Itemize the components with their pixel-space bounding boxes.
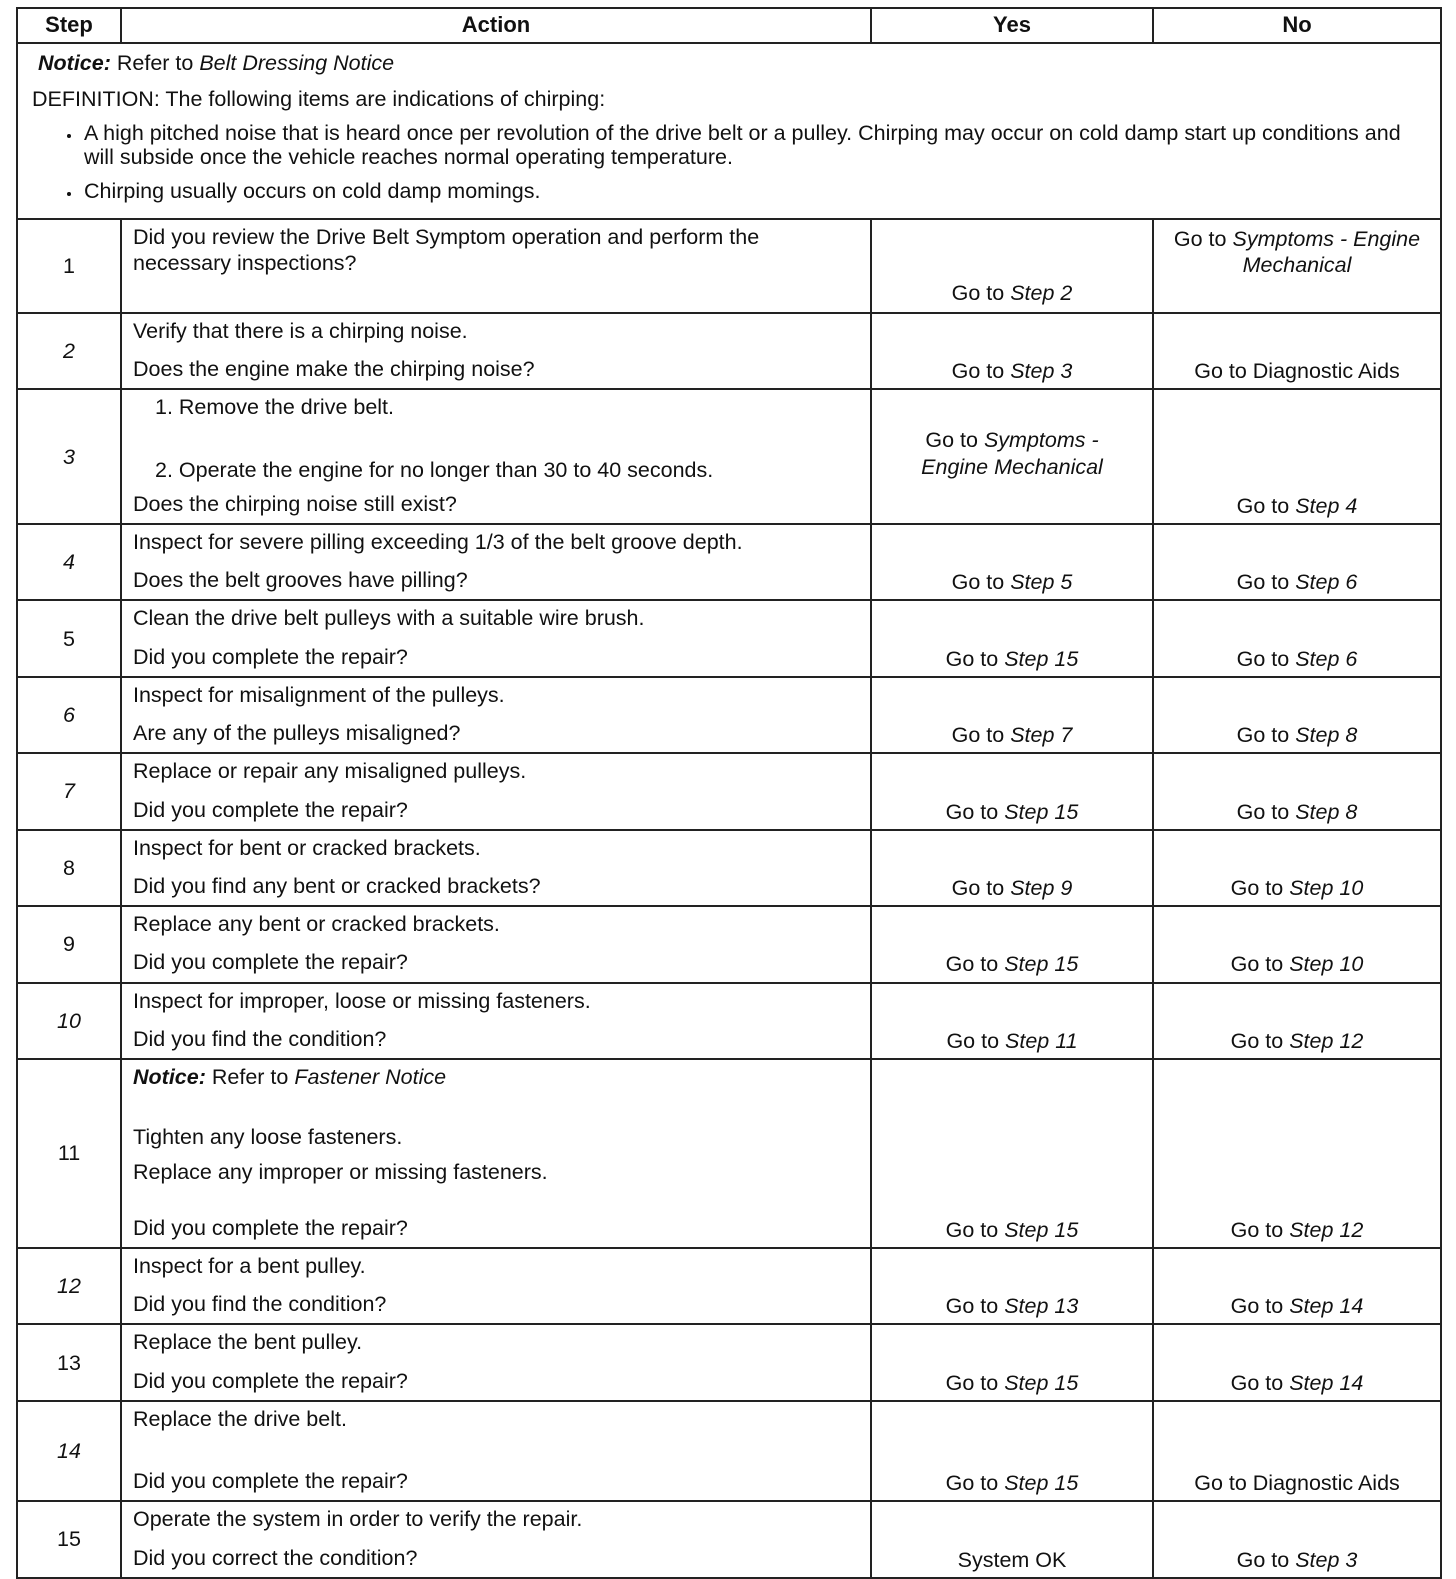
yes-cell (871, 753, 1153, 829)
table-row (17, 1501, 1441, 1577)
yes-cell (871, 313, 1153, 389)
action-line: Did you review the Drive Belt Symptom operation and perform the necessary inspections? (133, 224, 760, 276)
table-row (17, 677, 1441, 753)
notice-line (133, 1064, 860, 1090)
step-number: 3 (17, 389, 121, 524)
yes-prefix: Go to (951, 359, 1005, 384)
action-cell (121, 983, 871, 1059)
no-cell (1153, 1248, 1441, 1324)
action-line: Clean the drive belt pulleys with a suitable wire brush. (133, 606, 645, 631)
no-cell (1153, 524, 1441, 600)
header-step: Step (17, 8, 121, 43)
step-number: 4 (17, 524, 121, 600)
table-row (17, 389, 1441, 524)
table-row (17, 753, 1441, 829)
yes-ref: Step 15 (1004, 1471, 1079, 1496)
no-cell (1153, 906, 1441, 982)
no-prefix: Go to (1173, 226, 1227, 251)
no-ref: Step 8 (1295, 723, 1358, 748)
definition-line: DEFINITION: The following items are indications of chirping: (32, 87, 606, 112)
table-row (17, 1401, 1441, 1501)
no-prefix: Go to (1230, 1028, 1284, 1053)
no-prefix: Go to (1236, 799, 1290, 824)
step-number: 12 (17, 1248, 121, 1324)
action-line: Replace the drive belt. (133, 1406, 347, 1431)
no-cell (1153, 983, 1441, 1059)
table-row (17, 906, 1441, 982)
action-cell (121, 753, 871, 829)
no-text: Go to Diagnostic Aids (1194, 1471, 1400, 1496)
action-line: Inspect for improper, loose or missing fasteners. (133, 988, 591, 1013)
step-number: 14 (17, 1401, 121, 1501)
step-number: 6 (17, 677, 121, 753)
yes-ref: Step 15 (1004, 1217, 1079, 1242)
yes-ref: Step 9 (1010, 876, 1073, 900)
no-prefix: Go to (1236, 1547, 1290, 1572)
action-line: Inspect for bent or cracked brackets. (133, 835, 481, 860)
notice-ref: Belt Dressing Notice (199, 51, 395, 75)
action-question: Did you complete the repair? (133, 644, 408, 669)
table-row (17, 983, 1441, 1059)
yes-ref: Step 15 (1004, 646, 1079, 671)
yes-cell (871, 1248, 1153, 1324)
action-cell (121, 389, 871, 524)
header-row (17, 8, 1441, 43)
yes-prefix: Go to (945, 799, 999, 824)
no-ref: Step 12 (1289, 1028, 1364, 1053)
no-cell (1153, 1401, 1441, 1501)
notice-row (17, 43, 1441, 219)
yes-prefix: Go to (951, 723, 1005, 748)
step-number: 1 (17, 219, 121, 313)
yes-prefix: Go to (925, 428, 978, 453)
action-cell (121, 313, 871, 389)
no-ref: Step 14 (1289, 1370, 1364, 1395)
notice-cell (17, 43, 1441, 219)
step-number: 15 (17, 1501, 121, 1577)
action-line: Replace or repair any misaligned pulleys. (133, 759, 527, 784)
no-ref: Step 10 (1289, 952, 1364, 977)
action-cell (121, 1248, 871, 1324)
no-ref: Step 14 (1289, 1294, 1364, 1319)
yes-ref: Step 5 (1010, 570, 1073, 595)
action-cell (121, 1324, 871, 1400)
no-ref: Symptoms - Engine Mechanical (1232, 226, 1421, 278)
step-number: 8 (17, 830, 121, 906)
action-cell (121, 524, 871, 600)
no-cell (1153, 1059, 1441, 1248)
diagnostic-table-sheet (16, 7, 1440, 1579)
yes-ref: Step 3 (1010, 359, 1073, 384)
yes-prefix: Go to (945, 646, 999, 671)
yes-prefix: Go to (951, 876, 1005, 900)
action-line: Verify that there is a chirping noise. (133, 318, 468, 343)
yes-cell (871, 219, 1153, 313)
yes-ref: Step 15 (1004, 952, 1079, 977)
yes-cell (871, 389, 1153, 524)
no-cell (1153, 1501, 1441, 1577)
action-cell (121, 1501, 871, 1577)
no-cell (1153, 1324, 1441, 1400)
action-line: Tighten any loose fasteners. (133, 1125, 403, 1150)
action-cell (121, 677, 871, 753)
no-ref: Step 8 (1295, 799, 1358, 824)
action-cell (121, 1059, 871, 1248)
yes-ref: Step 15 (1004, 799, 1079, 824)
no-cell (1153, 600, 1441, 676)
no-ref: Step 4 (1295, 493, 1358, 518)
action-question: Does the engine make the chirping noise? (133, 357, 535, 382)
action-question: Did you complete the repair? (133, 950, 408, 975)
action-question: Did you complete the repair? (133, 797, 408, 822)
definition-bullet: • A high pitched noise that is heard once per revolution of the drive belt or a pulley. Chirping may occur on cold damp start up conditions and will subside once the vehicle reaches normal operating temperature. (82, 122, 1430, 169)
yes-ref: Step 15 (1004, 1370, 1079, 1395)
notice-line (38, 50, 1430, 76)
table-row (17, 1059, 1441, 1248)
action-cell (121, 830, 871, 906)
yes-prefix: Go to (945, 1471, 999, 1496)
table-row (17, 600, 1441, 676)
yes-ref: Step 7 (1010, 723, 1073, 748)
yes-text: System OK (957, 1547, 1067, 1572)
step-number: 5 (17, 600, 121, 676)
no-prefix: Go to (1230, 1370, 1284, 1395)
header-no: No (1153, 8, 1441, 43)
no-prefix: Go to (1236, 493, 1290, 518)
no-ref: Step 10 (1289, 876, 1364, 900)
action-question: Does the chirping noise still exist? (133, 491, 457, 516)
notice-prefix: Refer to (116, 51, 194, 75)
yes-cell (871, 830, 1153, 906)
yes-prefix: Go to (945, 1217, 999, 1242)
step-number: 2 (17, 313, 121, 389)
definition-bullet: • Chirping usually occurs on cold damp momings. (82, 178, 1430, 204)
action-list-item: 2. Operate the engine for no longer than 30 to 40 seconds. (155, 457, 714, 482)
action-question: Did you correct the condition? (133, 1545, 418, 1570)
step-number: 9 (17, 906, 121, 982)
action-question: Did you find the condition? (133, 1292, 387, 1317)
step-number: 10 (17, 983, 121, 1059)
yes-prefix: Go to (945, 1294, 999, 1319)
yes-prefix: Go to (951, 570, 1005, 595)
yes-cell (871, 983, 1153, 1059)
no-cell (1153, 219, 1441, 313)
no-prefix: Go to (1230, 1294, 1284, 1319)
yes-cell (871, 1324, 1153, 1400)
step-number: 13 (17, 1324, 121, 1400)
header-action: Action (121, 8, 871, 43)
action-cell (121, 1401, 871, 1501)
action-line: Replace the bent pulley. (133, 1330, 363, 1355)
yes-ref: Step 11 (1005, 1028, 1078, 1053)
header-yes: Yes (871, 8, 1153, 43)
no-prefix: Go to (1230, 1217, 1284, 1242)
action-cell (121, 600, 871, 676)
table-row (17, 830, 1441, 906)
yes-cell (871, 1501, 1153, 1577)
notice-prefix: Refer to (211, 1065, 289, 1090)
notice-ref: Fastener Notice (294, 1065, 447, 1090)
diagnostic-table (16, 7, 1442, 1579)
table-row (17, 1324, 1441, 1400)
table-row (17, 1248, 1441, 1324)
yes-cell (871, 524, 1153, 600)
no-cell (1153, 313, 1441, 389)
action-line: Operate the system in order to verify the repair. (133, 1507, 583, 1532)
yes-ref: Step 2 (1010, 280, 1073, 305)
yes-cell (871, 1059, 1153, 1248)
yes-prefix: Go to (946, 1028, 1000, 1053)
action-line: Replace any bent or cracked brackets. (133, 912, 500, 937)
action-question: Did you find the condition? (133, 1026, 387, 1051)
action-list-item: 1. Remove the drive belt. (155, 395, 395, 420)
no-cell (1153, 677, 1441, 753)
no-cell (1153, 830, 1441, 906)
no-cell (1153, 753, 1441, 829)
no-prefix: Go to (1230, 876, 1284, 900)
action-cell (121, 219, 871, 313)
no-prefix: Go to (1236, 570, 1290, 595)
action-line: Replace any improper or missing fasteners. (133, 1159, 548, 1184)
no-ref: Step 6 (1295, 570, 1358, 595)
table-row (17, 219, 1441, 313)
action-question: Did you complete the repair? (133, 1469, 408, 1494)
action-line: Inspect for severe pilling exceeding 1/3 of the belt groove depth. (133, 530, 743, 555)
no-prefix: Go to (1230, 952, 1284, 977)
yes-cell (871, 1401, 1153, 1501)
action-question: Did you find any bent or cracked brackets? (133, 874, 541, 898)
notice-label: Notice: (38, 51, 111, 75)
no-cell (1153, 389, 1441, 524)
table-row (17, 524, 1441, 600)
no-ref: Step 6 (1295, 646, 1358, 671)
table-row (17, 313, 1441, 389)
step-number: 7 (17, 753, 121, 829)
definition-bullets (38, 122, 1430, 204)
no-ref: Step 3 (1295, 1547, 1358, 1572)
no-prefix: Go to (1236, 646, 1290, 671)
yes-cell (871, 600, 1153, 676)
action-cell (121, 906, 871, 982)
action-line: Inspect for a bent pulley. (133, 1253, 366, 1278)
action-question: Does the belt grooves have pilling? (133, 568, 468, 593)
yes-cell (871, 677, 1153, 753)
no-prefix: Go to (1236, 723, 1290, 748)
no-text: Go to Diagnostic Aids (1194, 359, 1400, 384)
yes-ref: Symptoms - Engine Mechanical (921, 428, 1103, 479)
yes-prefix: Go to (945, 952, 999, 977)
yes-prefix: Go to (945, 1370, 999, 1395)
yes-ref: Step 13 (1004, 1294, 1079, 1319)
yes-cell (871, 906, 1153, 982)
step-number: 11 (17, 1059, 121, 1248)
no-ref: Step 12 (1289, 1217, 1364, 1242)
action-question: Did you complete the repair? (133, 1215, 408, 1240)
action-question: Are any of the pulleys misaligned? (133, 721, 461, 746)
notice-label: Notice: (133, 1065, 206, 1090)
action-line: Inspect for misalignment of the pulleys. (133, 682, 505, 707)
action-question: Did you complete the repair? (133, 1368, 408, 1393)
yes-prefix: Go to (951, 280, 1005, 305)
